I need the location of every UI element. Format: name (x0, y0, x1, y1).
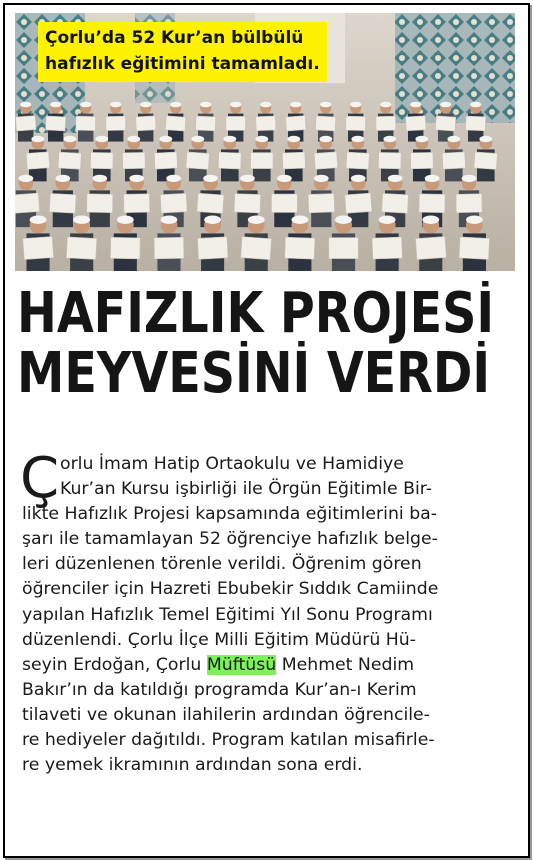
article-line: re hediyeler dağıtıldı. Program katılan misafirle- (22, 730, 435, 751)
article-line: re yemek ikramının ardından sona erdi. (22, 755, 363, 776)
article-line: öğrenciler için Hazreti Ebubekir Sıddık Camiinde (22, 579, 439, 600)
caption-line-1: Çorlu’da 52 Kur’an bülbülü (45, 28, 304, 48)
highlighted-word: Müftüsü (206, 654, 277, 675)
caption-line-2: hafızlık eğitimini tamamladı. (45, 54, 320, 74)
article-text: seyin Erdoğan, Çorlu (22, 654, 207, 675)
article-line: Kur’an Kursu işbirliği ile Örgün Eğitimle Bir- (60, 479, 433, 500)
photo-caption (38, 22, 327, 82)
article-line: orlu İmam Hatip Ortaokulu ve Hamidiye (60, 454, 404, 474)
headline (17, 281, 517, 406)
headline-line-2: MEYVESİNİ VERDİ (17, 341, 491, 406)
article-line: leri düzenlenen törenle verildi. Öğrenim gören (22, 554, 422, 575)
article-body (20, 446, 508, 778)
article-line: düzenlendi. Çorlu İlçe Milli Eğitim Müdürü Hü- (22, 629, 416, 650)
article-line: likte Hafızlık Projesi kapsamında eğitimlerini ba- (22, 504, 437, 525)
drop-cap: Ç (20, 446, 60, 511)
article-line: yapılan Hafızlık Temel Eğitimi Yıl Sonu Programı (22, 604, 433, 625)
headline-line-1: HAFIZLIK PROJESİ (17, 281, 495, 346)
article-line: şarı ile tamamlayan 52 öğrenciye hafızlık belge- (22, 529, 438, 550)
article-line: Bakır’ın da katıldığı programda Kur’an-ı Kerim (22, 679, 417, 700)
article-line (22, 653, 508, 678)
article-text: Mehmet Nedim (276, 654, 415, 675)
article-line: tilaveti ve okunan ilahilerin ardından öğrencile- (22, 704, 430, 725)
